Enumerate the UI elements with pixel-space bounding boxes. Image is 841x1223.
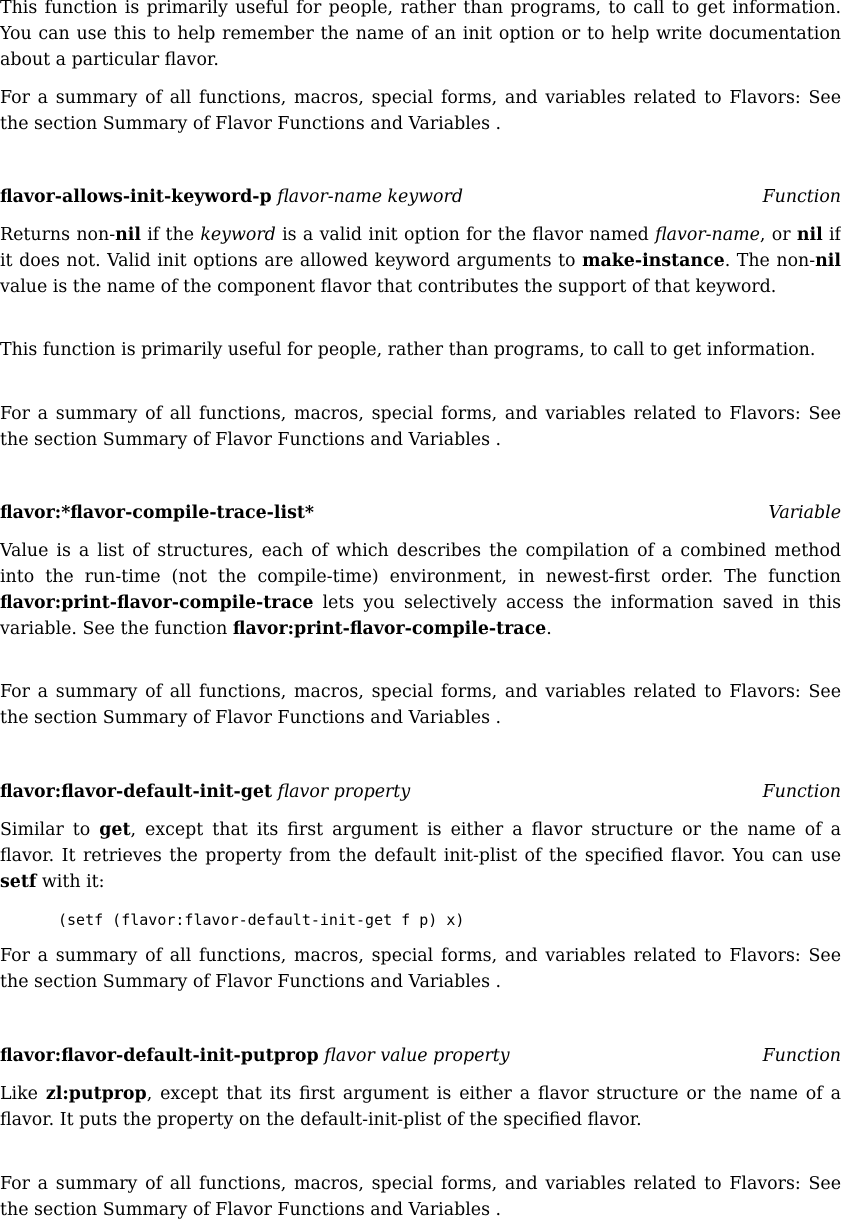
entry-signature bbox=[0, 779, 410, 805]
text-run: is a valid init option for the flavor named bbox=[275, 225, 656, 245]
entry-header-compile-trace-list bbox=[0, 500, 841, 526]
entry-header-allows-init-keyword-p bbox=[0, 184, 841, 210]
code-term: nil bbox=[115, 225, 141, 245]
entry-kind: Variable bbox=[768, 503, 841, 523]
code-term: nil bbox=[796, 225, 823, 245]
arg-term: flavor-name bbox=[655, 225, 760, 245]
entry-kind: Function bbox=[762, 187, 841, 207]
entry-name: flavor-allows-init-keyword-p bbox=[0, 187, 272, 207]
code-term: flavor:print-flavor-compile-trace bbox=[232, 619, 547, 639]
entry-args: flavor-name keyword bbox=[277, 187, 463, 207]
text-run: value is the name of the component flavor that contributes the support of that keyword. bbox=[0, 277, 777, 297]
text-run: Value is a list of structures, each of which describes the compilation of a combined method into the run-time (not the compile-time) environment, in newest-first order. The function bbox=[0, 541, 841, 587]
text-run: . The non- bbox=[724, 251, 816, 271]
entry-header-default-init-get bbox=[0, 779, 841, 805]
intro-summary-paragraph: For a summary of all functions, macros, special forms, and variables related to Flavors: See the section Summary of Flavor Functions and Variables . bbox=[0, 88, 841, 134]
code-term: nil bbox=[815, 251, 841, 271]
entry-description bbox=[0, 1081, 841, 1133]
entry-description bbox=[0, 538, 841, 642]
entry-header-default-init-putprop bbox=[0, 1043, 841, 1069]
code-term: setf bbox=[0, 872, 37, 892]
entry-name: flavor:*flavor-compile-trace-list* bbox=[0, 503, 314, 523]
code-term: zl:putprop bbox=[45, 1084, 147, 1104]
text-run: Returns non- bbox=[0, 225, 116, 245]
text-run: if it does not. Valid init options are allowed keyword arguments to bbox=[0, 225, 841, 271]
code-term: flavor:print-flavor-compile-trace bbox=[0, 593, 314, 613]
text-run: Similar to bbox=[0, 820, 100, 840]
text-run: lets you selectively access the information saved in this variable. See the function bbox=[0, 593, 841, 639]
entry-args: flavor value property bbox=[324, 1046, 510, 1066]
entry-name: flavor:flavor-default-init-putprop bbox=[0, 1046, 319, 1066]
entry-description bbox=[0, 817, 841, 895]
code-term: make-instance bbox=[582, 251, 725, 271]
entry-args: flavor property bbox=[277, 782, 411, 802]
code-term: get bbox=[99, 820, 131, 840]
text-run: . bbox=[546, 619, 552, 639]
entry-kind: Function bbox=[762, 1046, 841, 1066]
text-run: with it: bbox=[36, 872, 105, 892]
text-run: , except that its first argument is either a flavor structure or the name of a flavor. It puts the property on the default-init-plist of the specified flavor. bbox=[0, 1084, 841, 1130]
entry-kind: Function bbox=[762, 782, 841, 802]
entry-summary-paragraph: For a summary of all functions, macros, special forms, and variables related to Flavors: See the section Summary of Flavor Functions and Variables . bbox=[0, 1174, 841, 1220]
intro-paragraph-1: This function is primarily useful for people, rather than programs, to call to get information. You can use this to help remember the name of an init option or to help write documentation about a particular flavor. bbox=[0, 0, 841, 70]
entry-description bbox=[0, 222, 841, 300]
entry-signature bbox=[0, 500, 314, 526]
text-run: Like bbox=[0, 1084, 46, 1104]
code-example: (setf (flavor:flavor-default-init-get f p) x) bbox=[58, 911, 465, 929]
arg-term: keyword bbox=[200, 225, 276, 245]
entry-summary-paragraph: For a summary of all functions, macros, special forms, and variables related to Flavors: See the section Summary of Flavor Functions and Variables . bbox=[0, 946, 841, 992]
entry-signature bbox=[0, 184, 463, 210]
entry-signature bbox=[0, 1043, 510, 1069]
text-run: if the bbox=[140, 225, 201, 245]
text-run: , or bbox=[759, 225, 797, 245]
entry-summary-paragraph: For a summary of all functions, macros, special forms, and variables related to Flavors: See the section Summary of Flavor Functions and Variables . bbox=[0, 404, 841, 450]
entry-usage-note: This function is primarily useful for people, rather than programs, to call to get information. bbox=[0, 340, 816, 360]
entry-summary-paragraph: For a summary of all functions, macros, special forms, and variables related to Flavors: See the section Summary of Flavor Functions and Variables . bbox=[0, 682, 841, 728]
entry-name: flavor:flavor-default-init-get bbox=[0, 782, 273, 802]
text-run: , except that its first argument is either a flavor structure or the name of a flavor. It retrieves the property from the default init-plist of the specified flavor. You can use bbox=[0, 820, 841, 866]
